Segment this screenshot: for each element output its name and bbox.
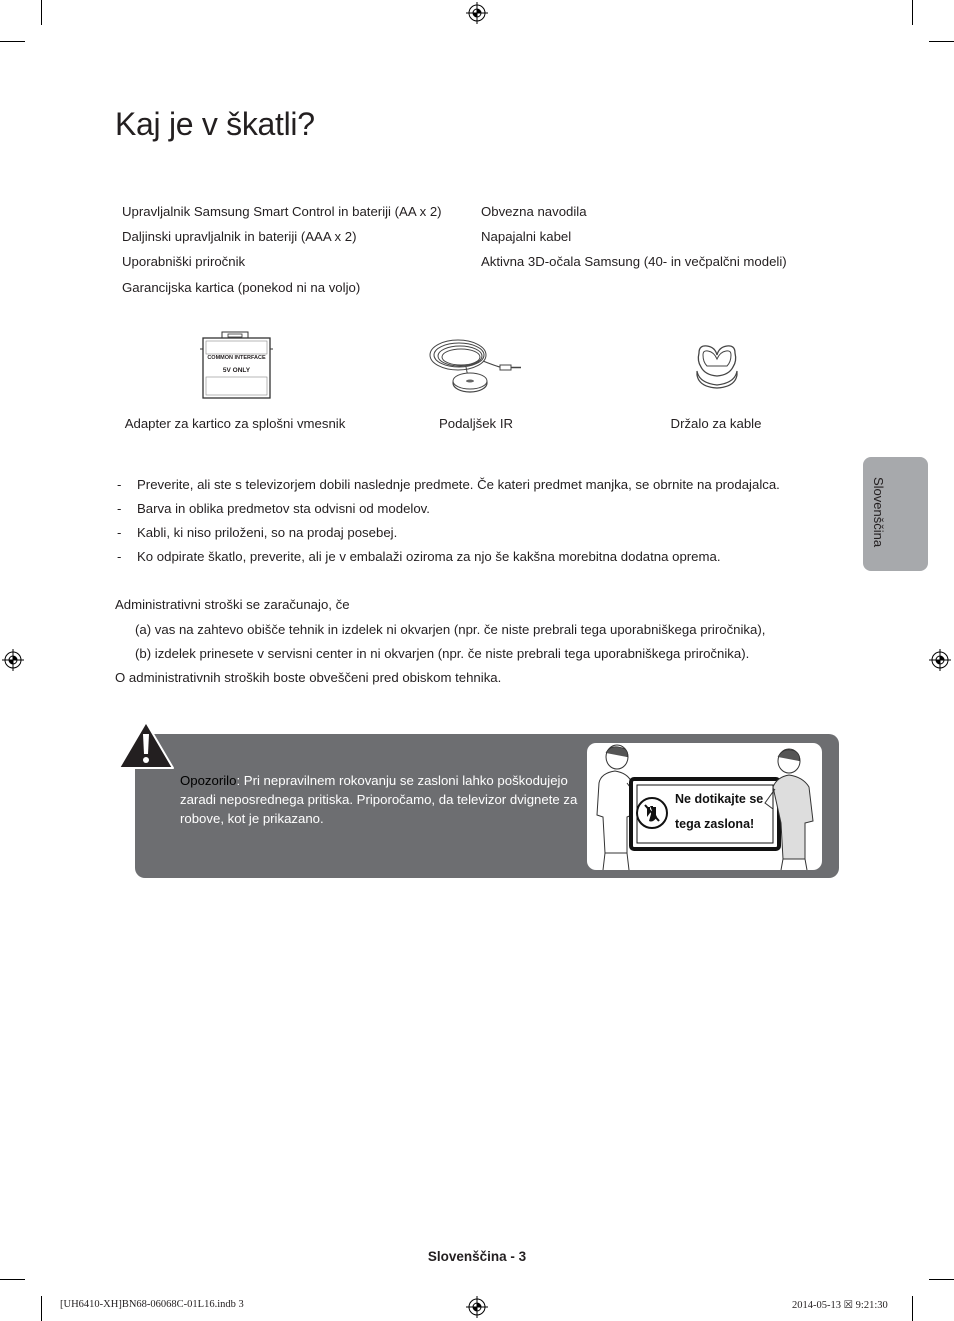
crop-mark — [929, 41, 954, 42]
crop-mark — [41, 0, 42, 25]
ci-adapter-illustration — [200, 331, 273, 399]
list-item: Garancijska kartica (ponekod ni na voljo) — [122, 280, 361, 295]
registration-mark-icon — [2, 649, 24, 671]
list-item: Uporabniški priročnik — [122, 254, 246, 269]
admin-intro: Administrativni stroški se zaračunajo, če — [115, 597, 350, 612]
note-text: Kabli, ki niso priloženi, so na prodaj posebej. — [137, 525, 398, 540]
crop-mark — [929, 1279, 954, 1280]
language-side-tab — [863, 457, 928, 571]
warning-label: Opozorilo — [180, 773, 237, 788]
warning-text — [180, 771, 580, 828]
side-tab-label: Slovenščina — [871, 477, 886, 548]
item-caption: Adapter za kartico za splošni vmesnik — [124, 416, 346, 431]
print-slug-left: [UH6410-XH]BN68-06068C-01L16.indb 3 — [60, 1299, 244, 1310]
list-item: Daljinski upravljalnik in bateriji (AAA x 2) — [122, 229, 357, 244]
admin-case-a: (a) vas na zahtevo obišče tehnik in izdelek ni okvarjen (npr. če niste prebrali tega uporabniškega priročnika), — [135, 622, 766, 637]
crop-mark — [41, 1296, 42, 1321]
list-item: Napajalni kabel — [481, 229, 572, 244]
sign-text-2: tega zaslona! — [675, 817, 755, 831]
note-text: Ko odpirate škatlo, preverite, ali je v embalaži oziroma za njo še kakšna morebitna dodatna oprema. — [137, 549, 721, 564]
registration-mark-icon — [466, 2, 488, 24]
item-caption: Držalo za kable — [670, 416, 762, 431]
crop-mark — [912, 0, 913, 25]
list-item: Aktivna 3D-očala Samsung (40- in večpalčni modeli) — [481, 254, 787, 269]
note-text: Barva in oblika predmetov sta odvisni od modelov. — [137, 501, 430, 516]
registration-mark-icon — [466, 1296, 488, 1318]
ir-extender-icon — [428, 331, 524, 399]
tv-handling-illustration — [587, 743, 822, 870]
crop-mark — [0, 1279, 25, 1280]
bullet-dash: - — [117, 501, 122, 516]
adapter-label-2: 5V ONLY — [222, 367, 251, 374]
warning-triangle-icon — [117, 720, 175, 770]
adapter-label-1: COMMON INTERFACE — [207, 355, 266, 361]
page-footer: Slovenščina - 3 — [427, 1249, 527, 1264]
list-item: Upravljalnik Samsung Smart Control in bateriji (AA x 2) — [122, 204, 442, 219]
bullet-dash: - — [117, 525, 122, 540]
ci-adapter-icon — [200, 331, 273, 399]
note-text: Preverite, ali ste s televizorjem dobili naslednje predmete. Če kateri predmet manjka, se obrnite na prodajalca. — [137, 477, 780, 492]
people-carrying-tv-icon — [587, 743, 822, 870]
crop-mark — [912, 1296, 913, 1321]
admin-case-b: (b) izdelek prinesete v servisni center in ni okvarjen (npr. če niste prebrali tega uporabniškega priročnika). — [135, 646, 750, 661]
page-title: Kaj je v škatli? — [115, 106, 315, 142]
admin-outro: O administrativnih stroških boste obveščeni pred obiskom tehnika. — [115, 670, 502, 685]
warning-body: : Pri nepravilnem rokovanju se zasloni lahko poškodujejo zaradi neposrednega pritiska. Priporočamo, da televizor dvignete za robove, kot je prikazano. — [180, 773, 578, 826]
cable-holder-icon — [693, 343, 741, 389]
print-slug-right: 2014-05-13 ☒ 9:21:30 — [792, 1300, 888, 1311]
item-caption: Podaljšek IR — [438, 416, 514, 431]
bullet-dash: - — [117, 549, 122, 564]
list-item: Obvezna navodila — [481, 204, 587, 219]
sign-text-1: Ne dotikajte se — [675, 792, 764, 806]
crop-mark — [0, 41, 25, 42]
bullet-dash: - — [117, 477, 122, 492]
registration-mark-icon — [929, 649, 951, 671]
